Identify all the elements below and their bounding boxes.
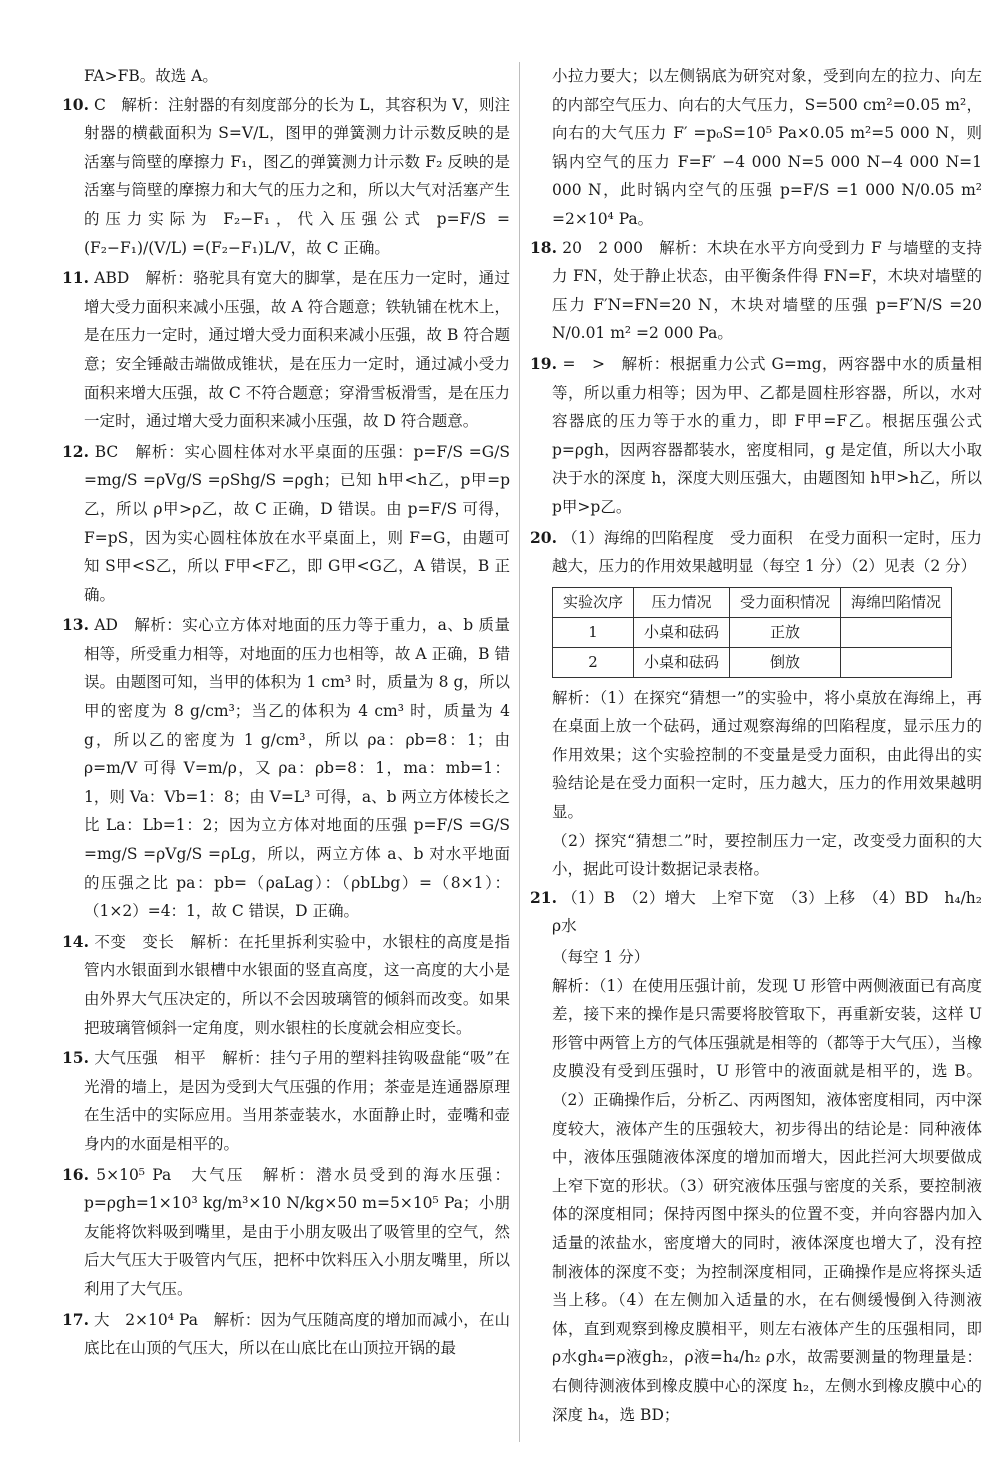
item-number: 12.	[62, 441, 89, 461]
item-text: （1）B （2）增大 上窄下宽 （3）上移 （4）BD h₄/h₂ ρ水	[552, 888, 982, 936]
item-text: 小拉力要大；以左侧锅底为研究对象，受到向左的拉力、向左的内部空气压力、向右的大气压力，S=500 cm²=0.05 m²，向右的大气压力 F′ =p₀S=10⁵ Pa×0.05 m²=5 000 N，则锅内空气的压力 F=F′ −4 000 N=5 000 N−4 000 N=1 000 N，此时锅内空气的压强 p=F/S =1 000 N/0.05 m² =2×10⁴ Pa。	[552, 67, 982, 228]
table-cell: 小桌和砝码	[634, 617, 730, 647]
table-header: 压力情况	[634, 587, 730, 617]
table-cell: 小桌和砝码	[634, 647, 730, 677]
item-text: 20 2 000 解析：木块在水平方向受到力 F 与墙壁的支持力 FN，处于静止状态，由平衡条件得 FN=F，木块对墙壁的压力 F′N=FN=20 N，木块对墙壁的压强 p=F′N/S =20 N/0.01 m² =2 000 Pa。	[552, 238, 982, 343]
answer-text	[530, 684, 982, 827]
right-column	[530, 62, 982, 1429]
column-divider	[519, 62, 520, 1442]
answer-item	[62, 1044, 510, 1158]
item-text: ABD 解析：骆驼具有宽大的脚掌，是在压力一定时，通过增大受力面积来减小压强，故 A 符合题意；铁轨铺在枕木上，是在压力一定时，通过增大受力面积来减小压强，故 B 符合题意；安全锤敲击端做成锥状，是在压力一定时，通过减小受力面积来增大压强，故 C 不符合题意；穿滑雪板滑雪，是在压力一定时，通过增大受力面积来减小压强，故 D 符合题意。	[84, 269, 510, 431]
answer-item	[62, 928, 510, 1042]
item-text: = > 解析：根据重力公式 G=mg，两容器中水的质量相等，所以重力相等；因为甲、乙都是圆柱形容器，所以，水对容器底的压力等于水的重力，即 F甲=F乙。根据压强公式 p=ρgh，因两容器都装水，密度相同，g 是定值，所以大小取决于水的深度 h，深度大则压强大，由题图知 h甲>h乙，所以 p甲>p乙。	[552, 354, 982, 516]
item-text: 不变 变长 解析：在托里拆利实验中，水银柱的高度是指管内水银面到水银槽中水银面的竖直高度，这一高度的大小是由外界大气压决定的，所以不会因玻璃管的倾斜而改变。如果把玻璃管倾斜一定角度，则水银柱的长度就会相应变长。	[84, 932, 510, 1037]
table-header-row	[553, 587, 952, 617]
item-text: 解析：（1）在使用压强计前，发现 U 形管中两侧液面已有高度差，接下来的操作是只需要将胶管取下，再重新安装，这样 U 形管中两管上方的气体压强就是相等的（都等于大气压），当橡皮膜没有受到压强时，U 形管中的液面就是相平的，选 B。（2）正确操作后，分析乙、丙两图知，液体密度相同，丙中深度较大，液体产生的压强较大，初步得出的结论是：同种液体中，液体压强随液体深度的增加而增大，因此拦河大坝要做成上窄下宽的形状。（3）研究液体压强与密度的关系，要控制液体的深度相同；保持丙图中探头的位置不变，并向容器内加入适量的浓盐水，密度增大的同时，液体深度也增大了，没有控制液体的深度不变；为控制深度相同，正确操作是应将探头适当上移。（4）在左侧加入适量的水，在右侧缓慢倒入待测液体，直到观察到橡皮膜相平，则左右液体产生的压强相同，即 ρ水gh₄=ρ液gh₂，ρ液=h₄/h₂ ρ水，故需要测量的物理量是：右侧待测液体到橡皮膜中心的深度 h₂，左侧水到橡皮膜中心的深度 h₄，选 BD；	[552, 976, 982, 1424]
item-number: 17.	[62, 1309, 89, 1329]
answer-item	[62, 91, 510, 263]
item-number: 14.	[62, 931, 89, 951]
answer-item	[62, 611, 510, 926]
table-cell: 正放	[730, 617, 841, 647]
item-number: 16.	[62, 1164, 89, 1184]
item-number: 18.	[530, 237, 557, 257]
table-header: 受力面积情况	[730, 587, 841, 617]
item-text: 大 2×10⁴ Pa 解析：因为气压随高度的增加而减小，在山底比在山顶的气压大，所以在山底比在山顶拉开锅的最	[84, 1310, 510, 1358]
item-text: 大气压强 相平 解析：挂勺子用的塑料挂钩吸盘能“吸”在光滑的墙上，是因为受到大气压强的作用；茶壶是连通器原理在生活中的实际应用。当用茶壶装水，水面静止时，壶嘴和壶身内的水面是相平的。	[84, 1049, 510, 1153]
answer-text	[530, 972, 982, 1430]
answer-item	[530, 234, 982, 348]
item-text: BC 解析：实心圆柱体对水平桌面的压强：p=F/S =G/S =mg/S =ρVg/S =ρShg/S =ρgh；已知 h甲<h乙，p甲=p乙，所以 ρ甲>ρ乙，故 C 正确，D 错误。由 p=F/S 可得，F=pS，因为实心圆柱体放在水平桌面上，则 F=G，由题可知 S甲<S乙，所以 F甲<F乙，即 G甲<G乙，A 错误，B 正确。	[84, 442, 510, 604]
item-text: 解析：（1）在探究“猜想一”的实验中，将小桌放在海绵上，再在桌面上放一个砝码，通过观察海绵的凹陷程度，显示压力的作用效果；这个实验控制的不变量是受力面积，由此得出的实验结论是在受力面积一定时，压力越大，压力的作用效果越明显。	[552, 688, 982, 822]
answer-item	[62, 1161, 510, 1304]
answer-text	[62, 62, 510, 91]
table-header: 实验次序	[553, 587, 634, 617]
item-text: （2）探究“猜想二”时，要控制压力一定，改变受力面积的大小，据此可设计数据记录表格。	[552, 831, 982, 879]
answer-item	[530, 884, 982, 941]
table-cell: 倒放	[730, 647, 841, 677]
table-cell	[841, 617, 952, 647]
item-text: C 解析：注射器的有刻度部分的长为 L，其容积为 V，则注射器的横截面积为 S=V/L，图甲的弹簧测力计示数反映的是活塞与筒壁的摩擦力 F₁，图乙的弹簧测力计示数 F₂ 反映的是活塞与筒壁的摩擦力和大气的压力之和，所以大气对活塞产生的压力实际为 F₂−F₁，代入压强公式 p=F/S =(F₂−F₁)/(V/L) =(F₂−F₁)L/V，故 C 正确。	[84, 95, 510, 257]
answer-text	[530, 62, 982, 234]
answer-text	[530, 827, 982, 884]
record-table	[552, 587, 952, 678]
answer-item	[62, 264, 510, 436]
left-column	[62, 62, 510, 1365]
item-number: 11.	[62, 268, 89, 288]
table-cell	[841, 647, 952, 677]
table-row	[553, 617, 952, 647]
item-number: 21.	[530, 887, 557, 907]
answer-item	[62, 1306, 510, 1363]
item-text: FA>FB。故选 A。	[84, 67, 218, 85]
item-text: AD 解析：实心立方体对地面的压力等于重力，a、b 质量相等，所受重力相等，对地面的压力也相等，故 A 正确，B 错误。由题图可知，当甲的体积为 1 cm³ 时，质量为 8 g，所以甲的密度为 8 g/cm³；当乙的体积为 4 cm³ 时，质量为 4 g，所以乙的密度为 1 g/cm³，所以 ρa：ρb=8：1；由 ρ=m/V 可得 V=m/ρ，又 ρa：ρb=8：1，ma：mb=1：1，则 Va：Vb=1：8；由 V=L³ 可得，a、b 两立方体棱长之比 La：Lb=1：2；因为立方体对地面的压强 p=F/S =G/S =mg/S =ρVg/S =ρLg，所以，两立方体 a、b 对水平地面的压强之比 pa：pb=（ρaLag）：（ρbLbg）=（8×1）：（1×2）=4：1，故 C 错误，D 正确。	[84, 616, 510, 921]
table-cell: 2	[553, 647, 634, 677]
answer-item	[530, 350, 982, 522]
item-text: 5×10⁵ Pa 大气压 解析：潜水员受到的海水压强：p=ρgh=1×10³ kg/m³×10 N/kg×50 m=5×10⁵ Pa；小朋友能将饮料吸到嘴里，是由于小朋友吸出了吸管里的空气，然后大气压大于吸管内气压，把杯中饮料压入小朋友嘴里，所以利用了大气压。	[84, 1165, 510, 1298]
table-cell: 1	[553, 617, 634, 647]
item-number: 20.	[530, 527, 557, 547]
item-text: （1）海绵的凹陷程度 受力面积 在受力面积一定时，压力越大，压力的作用效果越明显（每空 1 分）（2）见表（2 分）	[552, 528, 982, 576]
item-number: 13.	[62, 615, 89, 635]
item-number: 19.	[530, 353, 557, 373]
answer-text	[530, 943, 982, 972]
answer-item	[530, 524, 982, 581]
answer-item	[62, 438, 510, 610]
item-text: （每空 1 分）	[552, 948, 650, 967]
table-row	[553, 647, 952, 677]
item-number: 15.	[62, 1048, 89, 1068]
item-number: 10.	[62, 94, 89, 114]
table-header: 海绵凹陷情况	[841, 587, 952, 617]
